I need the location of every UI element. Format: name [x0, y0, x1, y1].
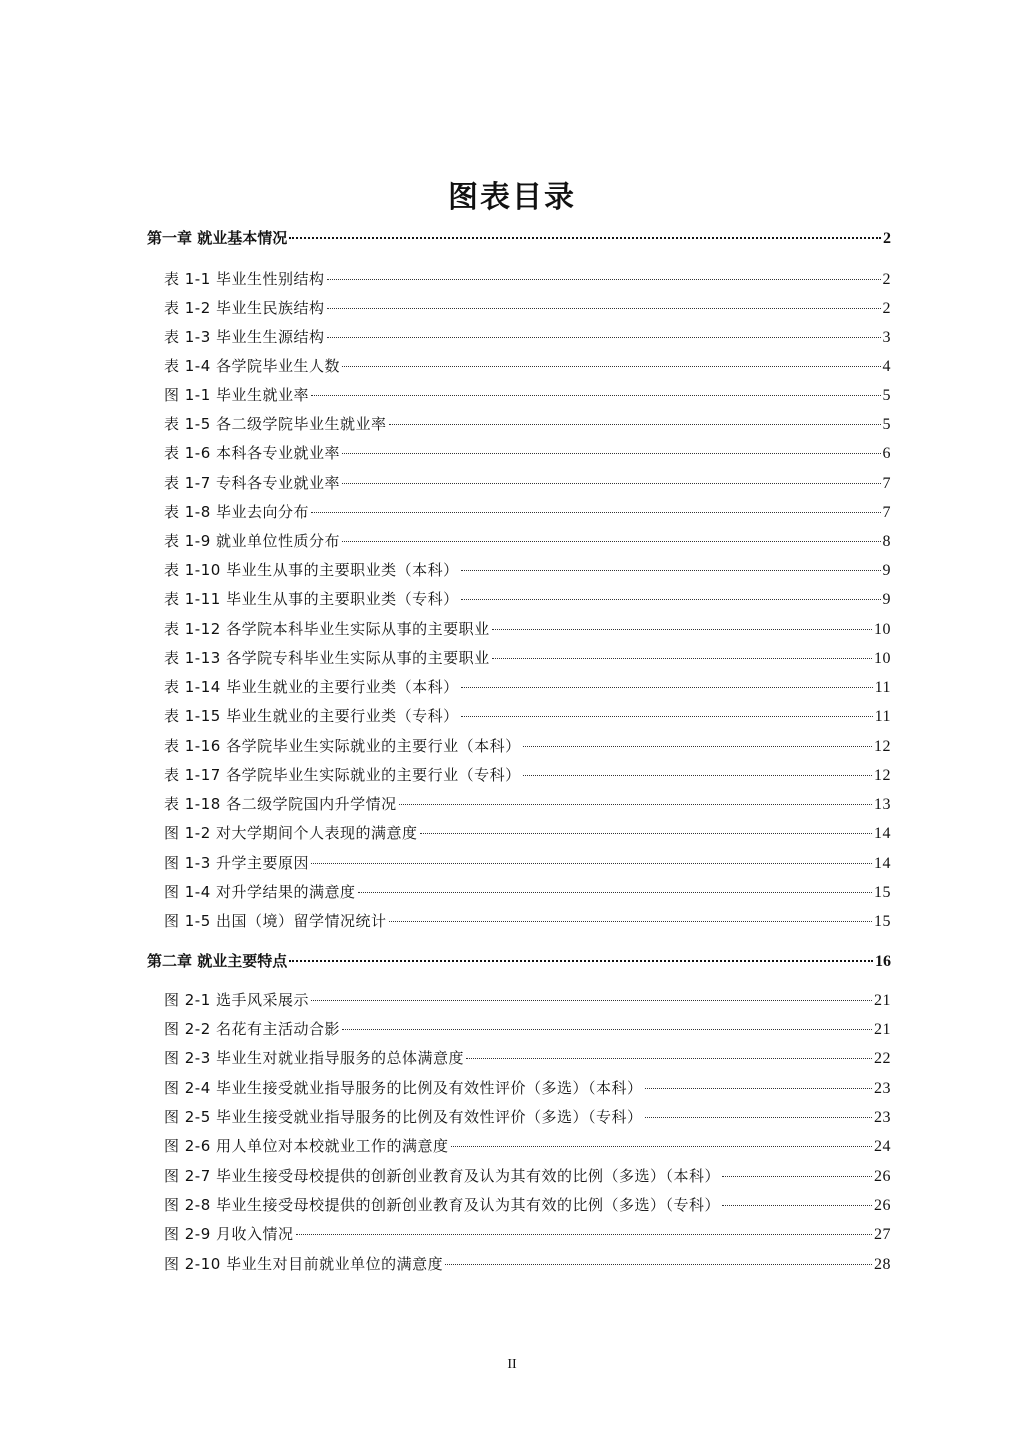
toc-dot-leader [289, 960, 873, 962]
toc-entry-title: 表 1-1 毕业生性别结构 [164, 270, 325, 288]
toc-entry-title: 表 1-3 毕业生生源结构 [164, 328, 325, 346]
toc-entry-title: 图 2-10 毕业生对目前就业单位的满意度 [164, 1255, 444, 1273]
toc-dot-leader [399, 804, 872, 805]
toc-entry-title: 图 2-8 毕业生接受母校提供的创新创业教育及认为其有效的比例（多选）（专科） [164, 1196, 721, 1214]
toc-entry-page-number: 22 [874, 1050, 891, 1067]
toc-entry-page-number: 14 [874, 855, 891, 872]
toc-dot-leader [389, 424, 881, 425]
toc-entry-title: 图 1-1 毕业生就业率 [164, 386, 310, 404]
toc-dot-leader [389, 921, 872, 922]
toc-dot-leader [342, 1029, 872, 1030]
toc-entry-page-number: 5 [882, 387, 891, 404]
toc-dot-leader [722, 1176, 872, 1177]
toc-entry[interactable] [164, 735, 891, 761]
toc-entry-title: 图 2-5 毕业生接受就业指导服务的比例及有效性评价（多选）（专科） [164, 1108, 643, 1126]
toc-entry[interactable] [164, 989, 891, 1015]
toc-entry[interactable] [164, 1018, 891, 1044]
toc-entry-page-number: 16 [875, 953, 891, 970]
page-title: 图表目录 [448, 180, 576, 215]
toc-entry-title: 图 2-4 毕业生接受就业指导服务的比例及有效性评价（多选）（本科） [164, 1079, 643, 1097]
toc-chapter-entry[interactable] [147, 950, 891, 976]
toc-entry-title: 表 1-13 各学院专科毕业生实际从事的主要职业 [164, 649, 490, 667]
toc-entry[interactable] [164, 326, 891, 352]
toc-entry-title: 表 1-4 各学院毕业生人数 [164, 357, 341, 375]
toc-entry-page-number: 23 [874, 1109, 891, 1126]
toc-entry-page-number: 7 [882, 504, 891, 521]
toc-entry[interactable] [164, 910, 891, 936]
toc-dot-leader [342, 453, 880, 454]
toc-entry-page-number: 7 [882, 475, 891, 492]
toc-entry-title: 表 1-11 毕业生从事的主要职业类（专科） [164, 590, 459, 608]
toc-entry-title: 表 1-2 毕业生民族结构 [164, 299, 325, 317]
toc-entry[interactable] [164, 472, 891, 498]
toc-entry-title: 表 1-16 各学院毕业生实际就业的主要行业（本科） [164, 737, 521, 755]
toc-entry[interactable] [164, 559, 891, 585]
toc-entry[interactable] [164, 413, 891, 439]
toc-dot-leader [289, 237, 881, 239]
toc-entry-page-number: 4 [882, 358, 891, 375]
toc-entry-title: 第一章 就业基本情况 [147, 229, 288, 247]
toc-entry[interactable] [164, 1106, 891, 1132]
toc-entry[interactable] [164, 618, 891, 644]
toc-entry-page-number: 9 [882, 562, 891, 579]
toc-entry-page-number: 2 [882, 300, 891, 317]
toc-entry-title: 表 1-9 就业单位性质分布 [164, 532, 341, 550]
toc-entry[interactable] [164, 676, 891, 702]
toc-entry-page-number: 26 [874, 1168, 891, 1185]
page-number: II [507, 1357, 517, 1372]
toc-entry-title: 表 1-15 毕业生就业的主要行业类（专科） [164, 707, 459, 725]
toc-dot-leader [523, 746, 872, 747]
toc-entry[interactable] [164, 1135, 891, 1161]
toc-entry-page-number: 10 [874, 621, 891, 638]
toc-entry-title: 表 1-18 各二级学院国内升学情况 [164, 795, 397, 813]
toc-dot-leader [445, 1264, 872, 1265]
toc-entry-page-number: 11 [874, 679, 891, 696]
toc-entry-page-number: 15 [874, 913, 891, 930]
toc-entry[interactable] [164, 1077, 891, 1103]
toc-dot-leader [461, 570, 881, 571]
toc-entry[interactable] [164, 355, 891, 381]
toc-dot-leader [311, 395, 880, 396]
toc-dot-leader [645, 1117, 872, 1118]
toc-entry[interactable] [164, 881, 891, 907]
toc-entry-page-number: 12 [874, 738, 891, 755]
toc-dot-leader [523, 775, 872, 776]
toc-entry-title: 图 1-5 出国（境）留学情况统计 [164, 912, 387, 930]
toc-entry-page-number: 24 [874, 1138, 891, 1155]
toc-entry-page-number: 2 [883, 230, 891, 247]
toc-entry-title: 图 1-2 对大学期间个人表现的满意度 [164, 824, 418, 842]
toc-dot-leader [461, 716, 873, 717]
toc-entry[interactable] [164, 822, 891, 848]
toc-entry-title: 图 1-4 对升学结果的满意度 [164, 883, 356, 901]
toc-entry-page-number: 10 [874, 650, 891, 667]
toc-dot-leader [311, 1000, 872, 1001]
toc-entry-page-number: 3 [882, 329, 891, 346]
toc-entry[interactable] [164, 384, 891, 410]
toc-dot-leader [492, 629, 872, 630]
toc-entry-title: 表 1-14 毕业生就业的主要行业类（本科） [164, 678, 459, 696]
toc-entry[interactable] [164, 501, 891, 527]
toc-entry[interactable] [164, 793, 891, 819]
toc-entry-title: 表 1-5 各二级学院毕业生就业率 [164, 415, 387, 433]
toc-entry-page-number: 28 [874, 1256, 891, 1273]
toc-dot-leader [311, 512, 880, 513]
toc-entry-page-number: 9 [882, 591, 891, 608]
toc-entry-title: 图 2-3 毕业生对就业指导服务的总体满意度 [164, 1049, 465, 1067]
toc-entry-page-number: 12 [874, 767, 891, 784]
toc-entry-title: 图 2-2 名花有主活动合影 [164, 1020, 341, 1038]
toc-entry[interactable] [164, 647, 891, 673]
toc-dot-leader [296, 1234, 872, 1235]
toc-dot-leader [342, 541, 880, 542]
toc-entry-page-number: 23 [874, 1080, 891, 1097]
toc-entry[interactable] [164, 530, 891, 556]
toc-dot-leader [358, 892, 872, 893]
toc-dot-leader [466, 1058, 872, 1059]
toc-entry-title: 表 1-6 本科各专业就业率 [164, 444, 341, 462]
toc-entry-title: 表 1-17 各学院毕业生实际就业的主要行业（专科） [164, 766, 521, 784]
toc-entry[interactable] [164, 852, 891, 878]
toc-entry-title: 图 2-1 选手风采展示 [164, 991, 310, 1009]
toc-entry[interactable] [164, 1223, 891, 1249]
toc-entry-title: 表 1-10 毕业生从事的主要职业类（本科） [164, 561, 459, 579]
toc-entry-title: 图 1-3 升学主要原因 [164, 854, 310, 872]
toc-entry[interactable] [164, 297, 891, 323]
toc-entry-title: 表 1-7 专科各专业就业率 [164, 474, 341, 492]
toc-dot-leader [492, 658, 872, 659]
toc-entry[interactable] [164, 705, 891, 731]
toc-entry-page-number: 6 [882, 445, 891, 462]
toc-dot-leader [722, 1205, 872, 1206]
toc-dot-leader [451, 1146, 872, 1147]
toc-entry-page-number: 21 [874, 1021, 891, 1038]
toc-entry-page-number: 14 [874, 825, 891, 842]
toc-dot-leader [461, 599, 881, 600]
toc-entry-page-number: 2 [882, 271, 891, 288]
toc-entry-page-number: 5 [882, 416, 891, 433]
toc-entry[interactable] [164, 1253, 891, 1279]
toc-entry-title: 表 1-12 各学院本科毕业生实际从事的主要职业 [164, 620, 490, 638]
toc-entry-title: 图 2-6 用人单位对本校就业工作的满意度 [164, 1137, 449, 1155]
toc-entry[interactable] [164, 1165, 891, 1191]
toc-entry-title: 图 2-7 毕业生接受母校提供的创新创业教育及认为其有效的比例（多选）（本科） [164, 1167, 721, 1185]
toc-entry[interactable] [164, 1194, 891, 1220]
toc-entry-page-number: 26 [874, 1197, 891, 1214]
toc-entry-title: 图 2-9 月收入情况 [164, 1225, 294, 1243]
toc-dot-leader [461, 687, 873, 688]
toc-dot-leader [342, 483, 880, 484]
toc-dot-leader [342, 366, 880, 367]
toc-entry-title: 表 1-8 毕业去向分布 [164, 503, 310, 521]
toc-dot-leader [311, 863, 872, 864]
toc-entry-page-number: 21 [874, 992, 891, 1009]
toc-entry-page-number: 13 [874, 796, 891, 813]
toc-entry[interactable] [164, 588, 891, 614]
toc-entry[interactable] [164, 764, 891, 790]
toc-dot-leader [327, 308, 881, 309]
toc-dot-leader [645, 1088, 872, 1089]
toc-entry-title: 第二章 就业主要特点 [147, 952, 288, 970]
toc-entry[interactable] [164, 442, 891, 468]
toc-dot-leader [420, 833, 872, 834]
toc-entry[interactable] [164, 1047, 891, 1073]
toc-entry-page-number: 27 [874, 1226, 891, 1243]
toc-entry[interactable] [164, 268, 891, 294]
toc-dot-leader [327, 279, 881, 280]
toc-entry-page-number: 11 [874, 708, 891, 725]
toc-entry-page-number: 8 [882, 533, 891, 550]
toc-entry-page-number: 15 [874, 884, 891, 901]
toc-chapter-entry[interactable] [147, 227, 891, 253]
toc-dot-leader [327, 337, 881, 338]
